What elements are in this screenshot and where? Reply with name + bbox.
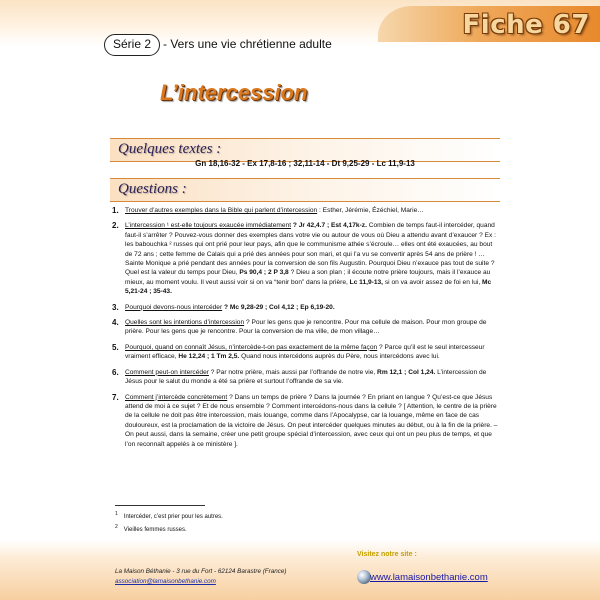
question-body: ? Dieu a son plan ; il écoute notre prière toujours, mais il l’exauce au mieux, au moment voulu. Il veut aussi voir si on va “tenir bon” dans la prière, xyxy=(125,269,491,286)
scripture-ref: ? Mc 9,28-29 ; Col 4,12 ; Ep 6,19-20. xyxy=(222,303,335,311)
page-title: L’intercession xyxy=(160,80,308,105)
question-item xyxy=(112,206,500,215)
fiche-title: Fiche 67 xyxy=(462,10,590,40)
scripture-ref: Mc 5,21-24 ; 35-43. xyxy=(125,278,492,296)
question-text xyxy=(125,206,424,215)
question-text xyxy=(125,221,500,296)
question-body: L’intercession de Jésus pour le salut du monde a été sa prière et surtout l’offrande de sa vie. xyxy=(125,368,487,386)
question-body: ? Pour les gens que je rencontre. Pour ma cellule de maison. Pour mon groupe de prière. Pour les gens que je rencontre. Pour la conversion de ma ville, de mon village… xyxy=(125,319,487,336)
serie-subtitle: - Vers une vie chrétienne adulte xyxy=(163,37,332,51)
question-text xyxy=(125,318,500,337)
question-list xyxy=(112,206,500,455)
question-body: ? Parce qu’il est le seul intercesseur vraiment efficace, xyxy=(125,343,485,361)
question-body: Quand nous intercédons auprès du Père, nous intercédons avec lui. xyxy=(239,353,440,361)
question-number: 1. xyxy=(112,206,119,215)
question-lead: Pourquoi, quand on connaît Jésus, n’intercède-t-on pas exactement de la même façon xyxy=(125,343,378,351)
question-text xyxy=(125,343,500,362)
question-lead: Pourquoi devons-nous intercéder xyxy=(125,303,223,311)
question-item xyxy=(112,393,500,449)
footnote xyxy=(115,522,223,535)
footnotes xyxy=(115,509,223,535)
scripture-ref: He 12,24 ; 1 Tm 2,5. xyxy=(176,353,240,361)
footnote-divider xyxy=(115,505,205,506)
question-number: 3. xyxy=(112,302,119,312)
question-number: 4. xyxy=(112,318,119,328)
question-body: ? Par notre prière, mais aussi par l’offrande de notre vie, xyxy=(208,368,376,376)
scripture-ref: Lc 11,9-13, xyxy=(347,278,384,286)
question-item xyxy=(112,303,500,312)
question-item xyxy=(112,343,500,362)
question-lead: Trouver d’autres exemples dans la Bible qui parlent d’intercession xyxy=(125,207,318,214)
website-link[interactable]: www.lamaisonbethanie.com xyxy=(370,572,488,583)
question-item xyxy=(112,318,500,337)
fiche-badge xyxy=(378,6,600,42)
question-body: si on va avoir assez de foi en lui, xyxy=(383,278,481,286)
question-number: 5. xyxy=(112,342,119,352)
question-number: 6. xyxy=(112,367,119,377)
footnote-number: 1 xyxy=(115,511,118,517)
questions-section-header xyxy=(110,178,500,202)
question-body: : Esther, Jérémie, Ézéchiel, Marie… xyxy=(317,207,424,214)
question-text xyxy=(125,368,500,387)
question-body: ? Dans un temps de prière ? Dans la journée ? En priant en langue ? Qu’est-ce que Jésus attend de moi à ce sujet ? Et de nous ensemble ? Comment intercédons-nous dans la cellule ? [ Attention, le centre de la prière de la cellule ne doit pas être intercession, mais louange, comme dans l’Apocalypse, car la louange, même en face de cas douloureux, est la proclamation de la victoire de Jésus. On peut intercéder quelques minutes au début, ou à la fin de la prière. – On peut aussi, dans la semaine, créer une petit groupe spécial d’intercession, avec ceux qui ont un peu plus de temps, et que l’on reconnaît appelés à ce ministère ]. xyxy=(125,393,498,448)
question-number: 7. xyxy=(112,392,119,402)
question-text xyxy=(125,303,335,312)
footnote xyxy=(115,509,223,522)
texts-section-title: Quelques textes : xyxy=(118,141,222,157)
footer-band xyxy=(0,540,600,600)
footer-contact xyxy=(115,567,287,587)
scripture-ref: Ps 90,4 ; 2 P 3,8 xyxy=(237,269,289,277)
footnote-text: Vieilles femmes russes. xyxy=(123,527,187,533)
questions-section-title: Questions : xyxy=(118,181,187,197)
bible-references: Gn 18,16-32 - Ex 17,8-16 ; 32,11-14 - Dt 9,25-29 - Lc 11,9-13 xyxy=(195,159,415,168)
footnote-text: Intercéder, c’est prier pour les autres. xyxy=(123,514,223,520)
question-number: 2. xyxy=(112,221,119,231)
question-text xyxy=(125,393,500,449)
serie-label: Série 2 xyxy=(104,34,160,56)
question-body: Combien de temps faut-il intercéder, quand faut-il s’arrêter ? Pouvez-vous donner des exemples dans votre vie ou autour de vous où Dieu a attendu avant d’exaucer ? Ex : les babouchka ² russes qui ont prié pour leur pays, afin que le communisme athée s’écroule… elles ont été exaucées, au bout de 72 ans ; cette femme de Calais qui a prié des années pour son mari, et qui l’a vu se convertir après 54 ans de prière ! … Sainte Monique a prié pendant des années pour la conversion de son fils Augustin. Pourquoi Dieu n’exauce pas tout de suite ? Quel est la valeur du temps pour Dieu, xyxy=(125,222,496,277)
question-item xyxy=(112,221,500,296)
footer-address: La Maison Béthanie - 3 rue du Fort - 62124 Barastre (France) xyxy=(115,568,287,575)
footer-email-link[interactable]: association@lamaisonbethanie.com xyxy=(115,578,216,585)
footnote-number: 2 xyxy=(115,524,118,530)
scripture-ref: ? Jr 42,4.7 ; Est 4,17k-z. xyxy=(291,222,367,230)
question-lead: L’intercession ¹ est-elle toujours exaucée immédiatement xyxy=(125,222,292,230)
question-lead: Comment j’intercède concrètement xyxy=(125,393,228,401)
scripture-ref: Rm 12,1 ; Col 1,24. xyxy=(375,368,436,376)
visit-site-label: Visitez notre site : xyxy=(357,551,417,558)
globe-icon xyxy=(357,570,371,584)
question-lead: Quelles sont les intentions d’intercession xyxy=(125,319,245,327)
question-item xyxy=(112,368,500,387)
question-lead: Comment peut-on intercéder xyxy=(125,368,209,376)
